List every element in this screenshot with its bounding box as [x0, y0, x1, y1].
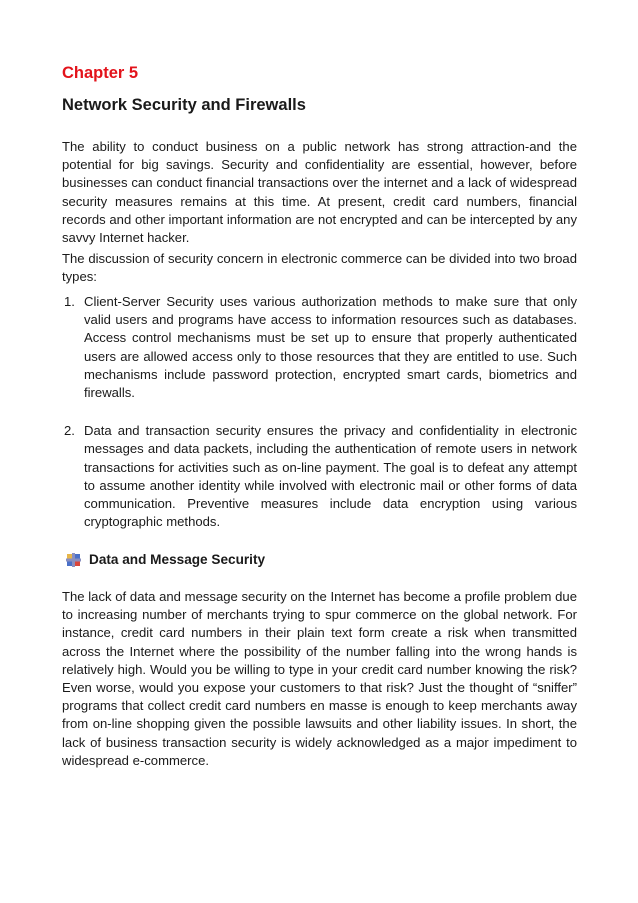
list-item: [62, 293, 577, 402]
section-heading: [66, 551, 265, 569]
list-item-text: Data and transaction security ensures the privacy and confidentiality in electronic messages and data packets, including the authentication of remote users in network transactions for activities such as on-line payment. The goal is to defeat any attempt to assume another identity while involved with electronic mail or other forms of data communication. Preventive measures include data encryption using various cryptographic methods.: [84, 423, 577, 530]
bullet-icon: [66, 553, 81, 567]
section-heading-text: Data and Message Security: [89, 552, 266, 567]
list-number: 2.: [64, 423, 75, 439]
security-types-list: [62, 293, 577, 531]
page-title: Network Security and Firewalls: [62, 96, 306, 114]
message-security-paragraph: The lack of data and message security on the Internet has become a profile problem due to increasing number of merchants trying to spur commerce on the global network. For instance, credit card numbers in their plain text form create a risk when transmitted across the Internet where the possibility of the number falling into the wrong hands is relatively high. Would you be willing to type in your credit card number knowing the risk? Even worse, would you expose your customers to that risk? Just the thought of “sniffer” programs that collect credit card numbers en masse is enough to keep merchants away from on-line shopping given the possible lawsuits and other liability issues. In short, the lack of business transaction security is widely acknowledged as a major impediment to widespread e-commerce.: [62, 589, 577, 768]
intro-paragraph: The ability to conduct business on a public network has strong attraction-and the potential for big savings. Security and confidentiality are essential, however, before businesses can conduct financial transactions over the internet and a lack of widespread security measures remains at this time. At present, credit card numbers, financial records and other important information are not encrypted and can be intercepted by any savvy Internet hacker.: [62, 139, 577, 246]
discussion-paragraph: The discussion of security concern in electronic commerce can be divided into two broad types:: [62, 251, 577, 285]
list-item-text: Client-Server Security uses various authorization methods to make sure that only valid users and programs have access to information resources such as databases. Access control mechanisms must be set up to ensure that properly authenticated users are allowed access only to those resources that they are entitled to use. Such mechanisms include password protection, encrypted smart cards, biometrics and firewalls.: [84, 294, 577, 401]
list-item: [62, 422, 577, 531]
list-number: 1.: [64, 294, 75, 309]
chapter-label: Chapter 5: [62, 64, 139, 82]
